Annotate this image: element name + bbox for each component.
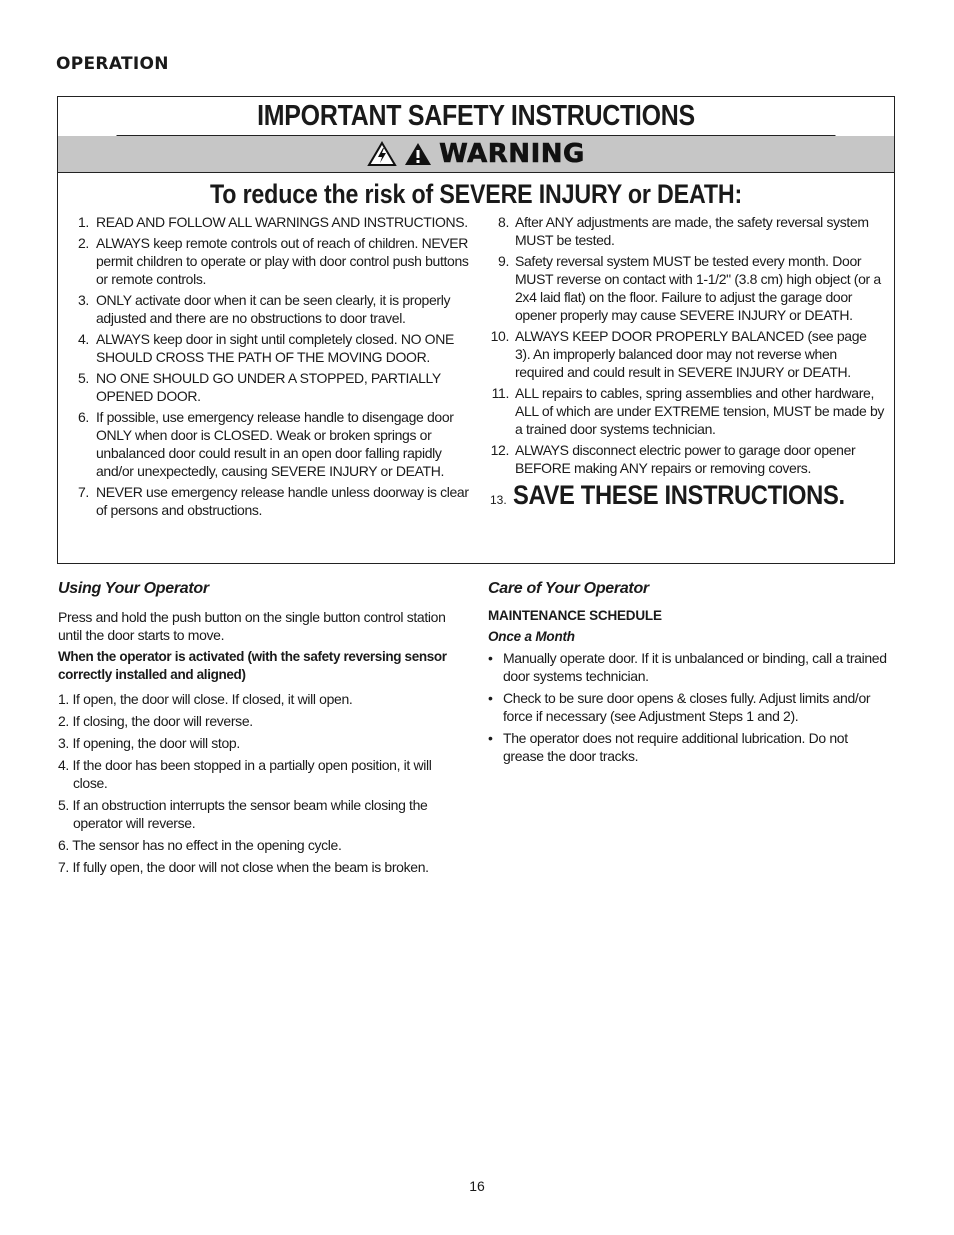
operation-steps bbox=[58, 690, 468, 876]
care-operator-section bbox=[488, 580, 888, 769]
item-text: Safety reversal system MUST be tested every month. Door MUST reverse on contact with 1-1/2" (3.8 cm) high object (or a 2x4 laid flat) on the floor. Failure to adjust the garage door opener properly may cause SEVERE INJURY or DEATH. bbox=[515, 253, 881, 323]
item-text: ALWAYS keep door in sight until completely closed. NO ONE SHOULD CROSS THE PATH OF THE MOVING DOOR. bbox=[96, 331, 454, 365]
safety-item bbox=[72, 330, 472, 366]
using-heading: Using Your Operator bbox=[58, 580, 209, 597]
maintenance-item: • Manually operate door. If it is unbalanced or binding, call a trained door systems technician. bbox=[488, 649, 888, 685]
item-number: 7. bbox=[78, 484, 89, 500]
safety-instructions-box bbox=[57, 96, 895, 564]
maintenance-list bbox=[488, 649, 888, 765]
safety-item bbox=[72, 408, 472, 480]
frequency-label: Once a Month bbox=[488, 629, 575, 644]
operation-step: 3. If opening, the door will stop. bbox=[58, 735, 240, 751]
item-number: 5. bbox=[78, 370, 89, 386]
item-text: ALWAYS disconnect electric power to garage door opener BEFORE making ANY repairs or removing covers. bbox=[515, 442, 856, 476]
safety-item bbox=[490, 441, 885, 477]
safety-list-right bbox=[490, 213, 885, 477]
warning-banner bbox=[58, 136, 894, 173]
item-number: 4. bbox=[78, 331, 89, 347]
section-label: OPERATION bbox=[56, 54, 169, 74]
item-text: ALL repairs to cables, spring assemblies and other hardware, ALL of which are under EXTREME tension, MUST be made by a trained door systems technician. bbox=[515, 385, 885, 437]
safety-item bbox=[72, 213, 472, 231]
operation-step: 2. If closing, the door will reverse. bbox=[58, 713, 253, 729]
safety-item bbox=[490, 384, 885, 438]
operation-step: 4. If the door has been stopped in a partially open position, it will close. bbox=[58, 757, 432, 791]
warning-label: WARNING bbox=[439, 139, 585, 169]
using-operator-section bbox=[58, 580, 468, 880]
operation-step: 5. If an obstruction interrupts the sensor beam while closing the operator will reverse. bbox=[58, 797, 428, 831]
care-heading: Care of Your Operator bbox=[488, 580, 649, 597]
safety-item bbox=[72, 291, 472, 327]
risk-heading: To reduce the risk of SEVERE INJURY or DEATH: bbox=[209, 179, 743, 209]
item-number: 11. bbox=[491, 385, 509, 401]
operation-step: 7. If fully open, the door will not close when the beam is broken. bbox=[58, 859, 429, 875]
item-number: 1. bbox=[78, 214, 89, 230]
warning-triangle-icon bbox=[403, 141, 433, 167]
item-number: 10. bbox=[490, 328, 509, 344]
safety-title: IMPORTANT SAFETY INSTRUCTIONS bbox=[117, 97, 836, 136]
item-text: READ AND FOLLOW ALL WARNINGS AND INSTRUCTIONS. bbox=[96, 214, 468, 230]
item-text: ALWAYS keep remote controls out of reach of children. NEVER permit children to operate or play with door control push buttons or remote controls. bbox=[96, 235, 469, 287]
save-instructions-text: SAVE THESE INSTRUCTIONS. bbox=[512, 480, 845, 510]
maintenance-item: • The operator does not require additional lubrication. Do not grease the door tracks. bbox=[488, 729, 888, 765]
item-number: 13. bbox=[490, 493, 507, 507]
item-number: 12. bbox=[490, 442, 509, 458]
item-text: If possible, use emergency release handle to disengage door ONLY when door is CLOSED. Weak or broken springs or unbalanced door could result in an open door falling rapidly and/or unexpectedly, causing SEVERE INJURY or DEATH. bbox=[96, 409, 454, 479]
item-number: 9. bbox=[498, 253, 509, 269]
operation-step: 6. The sensor has no effect in the opening cycle. bbox=[58, 837, 342, 853]
item-number: 6. bbox=[78, 409, 89, 425]
activation-note: When the operator is activated (with the safety reversing sensor correctly installed and aligned) bbox=[58, 649, 447, 682]
save-instructions-item bbox=[490, 480, 885, 511]
maintenance-item: • Check to be sure door opens & closes fully. Adjust limits and/or force if necessary (see Adjustment Steps 1 and 2). bbox=[488, 689, 888, 725]
safety-item bbox=[490, 252, 885, 324]
item-text: NO ONE SHOULD GO UNDER A STOPPED, PARTIALLY OPENED DOOR. bbox=[96, 370, 441, 404]
item-number: 8. bbox=[498, 214, 509, 230]
safety-item bbox=[72, 369, 472, 405]
operation-step: 1. If open, the door will close. If closed, it will open. bbox=[58, 691, 353, 707]
safety-list-left bbox=[72, 213, 472, 519]
page-number: 16 bbox=[469, 1178, 485, 1194]
safety-item bbox=[490, 327, 885, 381]
item-text: ALWAYS KEEP DOOR PROPERLY BALANCED (see page 3). An improperly balanced door may not reverse when required and could result in SEVERE INJURY or DEATH. bbox=[515, 328, 867, 380]
safety-item bbox=[490, 213, 885, 249]
maintenance-schedule-heading: MAINTENANCE SCHEDULE bbox=[488, 608, 662, 623]
item-text: NEVER use emergency release handle unless doorway is clear of persons and obstructions. bbox=[96, 484, 469, 518]
safety-item bbox=[72, 483, 472, 519]
item-number: 2. bbox=[78, 235, 89, 251]
item-text: After ANY adjustments are made, the safety reversal system MUST be tested. bbox=[515, 214, 869, 248]
electric-hazard-icon bbox=[367, 141, 397, 167]
item-number: 3. bbox=[78, 292, 89, 308]
safety-item bbox=[72, 234, 472, 288]
item-text: ONLY activate door when it can be seen clearly, it is properly adjusted and there are no obstructions to door travel. bbox=[96, 292, 451, 326]
using-intro: Press and hold the push button on the single button control station until the door starts to move. bbox=[58, 609, 446, 643]
